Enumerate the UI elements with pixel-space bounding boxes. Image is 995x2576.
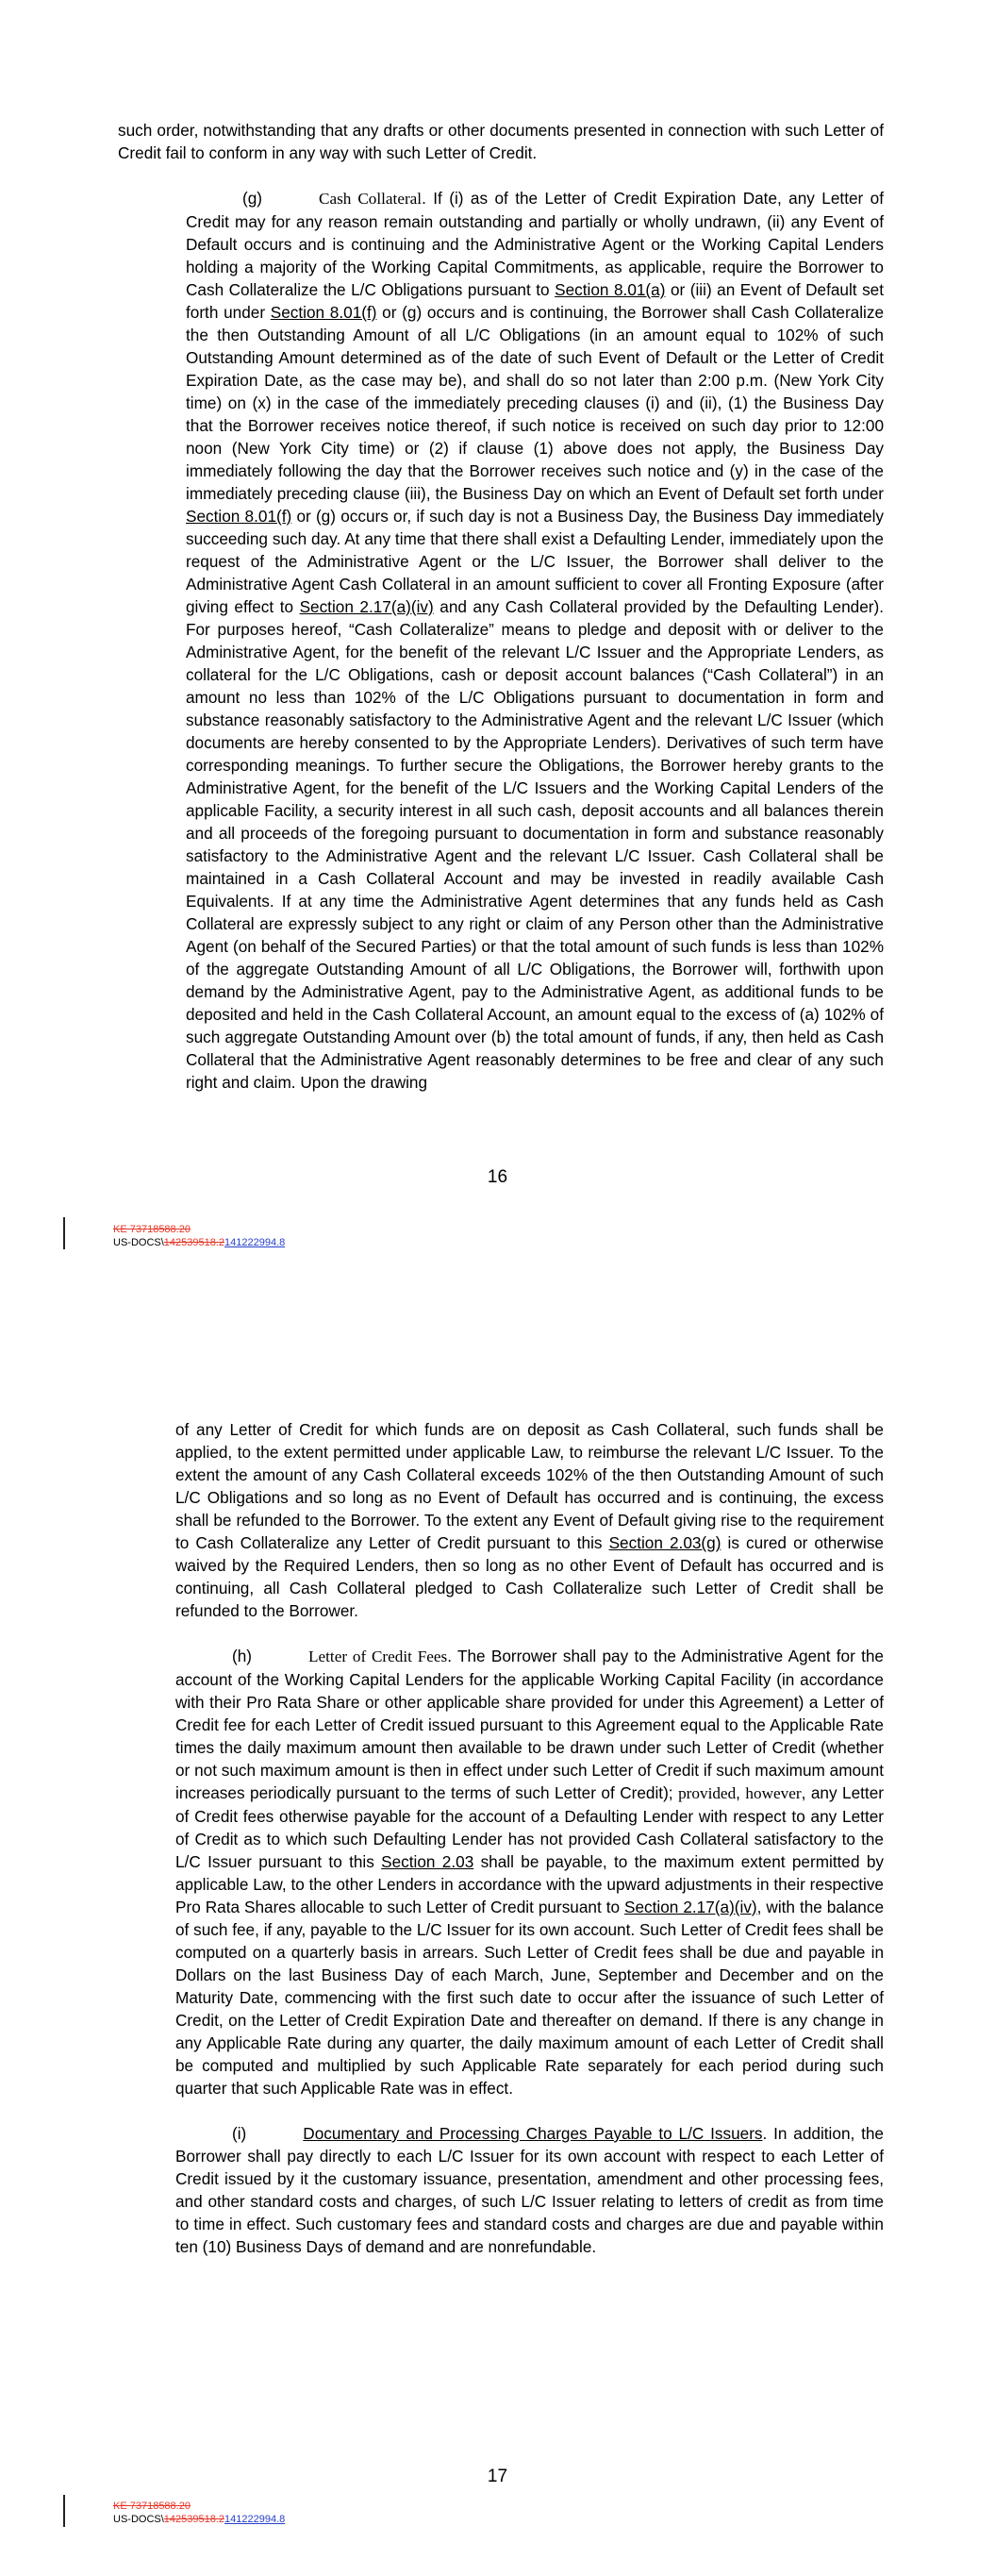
footer-deleted-docid: KE 73718588.20 bbox=[113, 1224, 191, 1235]
section-h-paragraph bbox=[175, 1645, 884, 2099]
section-h-label: (h) bbox=[232, 1647, 253, 1665]
section-g-text-3: or (g) occurs and is continuing, the Borrower shall Cash Collateralize the then Outstanding Amount of all L/C Obligations (in an amount equal to 102% of such Outstanding Amount determined as of the date of such Event of Default or the Letter of Credit Expiration Date, as the case may be), and shall do so not later than 2:00 p.m. (New York City time) on (x) in the case of the immediately preceding clauses (i) and (ii), (1) the Business Day that the Borrower receives notice thereof, if such notice is received on such day prior to 12:00 noon (New York City time) or (2) if clause (1) above does not apply, the Business Day immediately following the day that the Borrower receives such notice and (y) in the case of the immediately preceding clause (iii), the Business Day on which an Event of Default set forth under bbox=[186, 303, 885, 503]
carryover-paragraph bbox=[175, 1418, 884, 1622]
carryover-paragraph: such order, notwithstanding that any drafts or other documents presented in connection with such Letter of Credit fail to conform in any way with such Letter of Credit. bbox=[118, 121, 884, 162]
footer-deleted-version: 142539518.2 bbox=[163, 2514, 225, 2525]
section-i-heading: Documentary and Processing Charges Payable to L/C Issuers bbox=[303, 2124, 763, 2143]
section-g-text-4: or (g) occurs or, if such day is not a Business Day, the Business Day immediately succeeding such day. At any time that there shall exist a Defaulting Lender, immediately upon the request of the Administrative Agent or the L/C Issuer, the Borrower shall deliver to the Administrative Agent Cash Collateral in an amount sufficient to cover all Fronting Exposure (after giving effect to bbox=[186, 507, 884, 616]
section-h-heading: Letter of Credit Fees bbox=[308, 1648, 448, 1665]
section-h-text-2: , any Letter of Credit fees otherwise payable for the account of a Defaulting Lender with respect to any Letter of Credit as to which such Defaulting Lender has not provided Cash Collateral satisfactory to the L/C Issuer pursuant to this bbox=[175, 1783, 884, 1871]
section-g-text-2: or (iii) an Event of Default set forth under bbox=[186, 280, 885, 322]
proviso-however: however bbox=[745, 1784, 802, 1802]
document-footer bbox=[113, 2500, 285, 2526]
proviso-comma: , bbox=[736, 1783, 746, 1802]
section-i-paragraph bbox=[175, 2122, 884, 2258]
section-ref-2-03-g: Section 2.03(g) bbox=[608, 1533, 721, 1552]
page-16-body bbox=[119, 119, 884, 1094]
section-ref-8-01-f-second: Section 8.01(f) bbox=[186, 507, 292, 526]
footer-inserted-version: 141222994.8 bbox=[224, 2514, 286, 2525]
proviso-provided: provided bbox=[678, 1784, 737, 1802]
section-i-label: (i) bbox=[232, 2124, 247, 2143]
section-ref-2-17-a-iv: Section 2.17(a)(iv) bbox=[299, 597, 434, 616]
section-h-text-3: shall be payable, to the maximum extent permitted by applicable Law, to the other Lenders in accordance with the upward adjustments in their respective Pro Rata Shares allocable to such Letter of Credit pursuant to bbox=[175, 1852, 884, 1916]
document-footer bbox=[113, 1223, 285, 1249]
section-ref-8-01-f: Section 8.01(f) bbox=[270, 303, 377, 322]
section-g-label: (g) bbox=[242, 189, 263, 208]
footer-deleted-version: 142539518.2 bbox=[163, 1237, 225, 1248]
change-bar bbox=[63, 2495, 65, 2527]
section-h-text-4: , with the balance of such fee, if any, payable to the L/C Issuer for its own account. Such Letter of Credit fees shall be computed on a quarterly basis in arrears. Such Letter of Credit fees shall be due and payable in Dollars on the last Business Day of each March, June, September and December and on the Maturity Date, commencing with the first such date to occur after the issuance of such Letter of Credit, on the Letter of Credit Expiration Date and thereafter on demand. If there is any change in any Applicable Rate during any quarter, the daily maximum amount of each Letter of Credit shall be computed and multiplied by such Applicable Rate separately for each period during such quarter that such Applicable Rate was in effect. bbox=[175, 1898, 885, 2098]
section-g-text-1: . If (i) as of the Letter of Credit Expiration Date, any Letter of Credit may for any reason remain outstanding and partially or wholly undrawn, (ii) any Event of Default occurs and is continuing and the Administrative Agent or the Working Capital Lenders holding a majority of the Working Capital Commitments, as applicable, require the Borrower to Cash Collateralize the L/C Obligations pursuant to bbox=[186, 189, 884, 299]
footer-prefix: US-DOCS\ bbox=[113, 1237, 164, 1248]
section-g-text-5: and any Cash Collateral provided by the Defaulting Lender). For purposes hereof, “Cash Collateralize” means to pledge and deposit with or deliver to the Administrative Agent, for the benefit of the relevant L/C Issuer and the Appropriate Lenders, as collateral for the L/C Obligations, cash or deposit account balances (“Cash Collateral”) in an amount no less than 102% of the L/C Obligations pursuant to documentation in form and substance reasonably satisfactory to the Administrative Agent and the relevant L/C Issuer (which documents are hereby consented to by the Appropriate Lenders). Derivatives of such term have corresponding meanings. To further secure the Obligations, the Borrower hereby grants to the Administrative Agent, for the benefit of the L/C Issuers and the Working Capital Lenders of the applicable Facility, a security interest in all such cash, deposit accounts and all balances therein and all proceeds of the foregoing pursuant to documentation in form and substance reasonably satisfactory to the Administrative Agent and the relevant L/C Issuer. Cash Collateral shall be maintained in a Cash Collateral Account and may be invested in readily available Cash Equivalents. If at any time the Administrative Agent determines that any funds held as Cash Collateral are expressly subject to any right or claim of any Person other than the Administrative Agent (on behalf of the Secured Parties) or that the total amount of such funds is less than 102% of the aggregate Outstanding Amount of all L/C Obligations, the Borrower will, forthwith upon demand by the Administrative Agent, pay to the Administrative Agent, as additional funds to be deposited and held in the Cash Collateral Account, an amount equal to the excess of (a) 102% of such aggregate Outstanding Amount over (b) the total amount of funds, if any, then held as Cash Collateral that the Administrative Agent reasonably determines to be free and clear of any such right and claim. Upon the drawing bbox=[186, 597, 885, 1092]
section-i-text-1: . In addition, the Borrower shall pay directly to each L/C Issuer for its own account with respect to each Letter of Credit issued by it the customary issuance, presentation, amendment and other processing fees, and other standard costs and charges, of such L/C Issuer relating to letters of credit as from time to time in effect. Such customary fees and standard costs and charges are due and payable within ten (10) Business Days of demand and are nonrefundable. bbox=[175, 2124, 884, 2256]
section-ref-2-17-a-iv: Section 2.17(a)(iv) bbox=[624, 1898, 757, 1916]
section-g-paragraph bbox=[186, 187, 884, 1094]
page-number: 17 bbox=[487, 2467, 508, 2486]
footer-prefix: US-DOCS\ bbox=[113, 2514, 164, 2525]
footer-inserted-version: 141222994.8 bbox=[224, 1237, 286, 1248]
section-h-text-1: . The Borrower shall pay to the Administrative Agent for the account of the Working Capital Lenders for the applicable Working Capital Facility (in accordance with their Pro Rata Share or other applicable share provided for under this Agreement) a Letter of Credit fee for each Letter of Credit issued pursuant to this Agreement equal to the Applicable Rate times the daily maximum amount then available to be drawn under such Letter of Credit (whether or not such maximum amount is then in effect under such Letter of Credit if such maximum amount increases periodically pursuant to the terms of such Letter of Credit); bbox=[175, 1647, 884, 1802]
section-g-heading: Cash Collateral bbox=[319, 190, 423, 208]
carryover-text: of any Letter of Credit for which funds are on deposit as Cash Collateral, such funds shall be applied, to the extent permitted under applicable Law, to reimburse the relevant L/C Issuer. To the extent the amount of any Cash Collateral exceeds 102% of the then Outstanding Amount of such L/C Obligations and so long as no Event of Default has occurred and is continuing, the excess shall be refunded to the Borrower. To the extent any Event of Default giving rise to the requirement to Cash Collateralize any Letter of Credit pursuant to this bbox=[175, 1420, 884, 1552]
page-17 bbox=[0, 1288, 995, 2576]
change-bar bbox=[63, 1217, 65, 1249]
section-ref-2-03: Section 2.03 bbox=[381, 1852, 474, 1871]
page-17-body bbox=[175, 1418, 884, 2258]
footer-deleted-docid: KE 73718588.20 bbox=[113, 2501, 191, 2512]
section-ref-8-01-a: Section 8.01(a) bbox=[555, 280, 666, 299]
carryover-tail: is cured or otherwise waived by the Required Lenders, then so long as no other Event of Default has occurred and is continuing, all Cash Collateral pledged to Cash Collateralize such Letter of Credit shall be refunded to the Borrower. bbox=[175, 1533, 884, 1620]
page-number: 16 bbox=[487, 1167, 508, 1187]
